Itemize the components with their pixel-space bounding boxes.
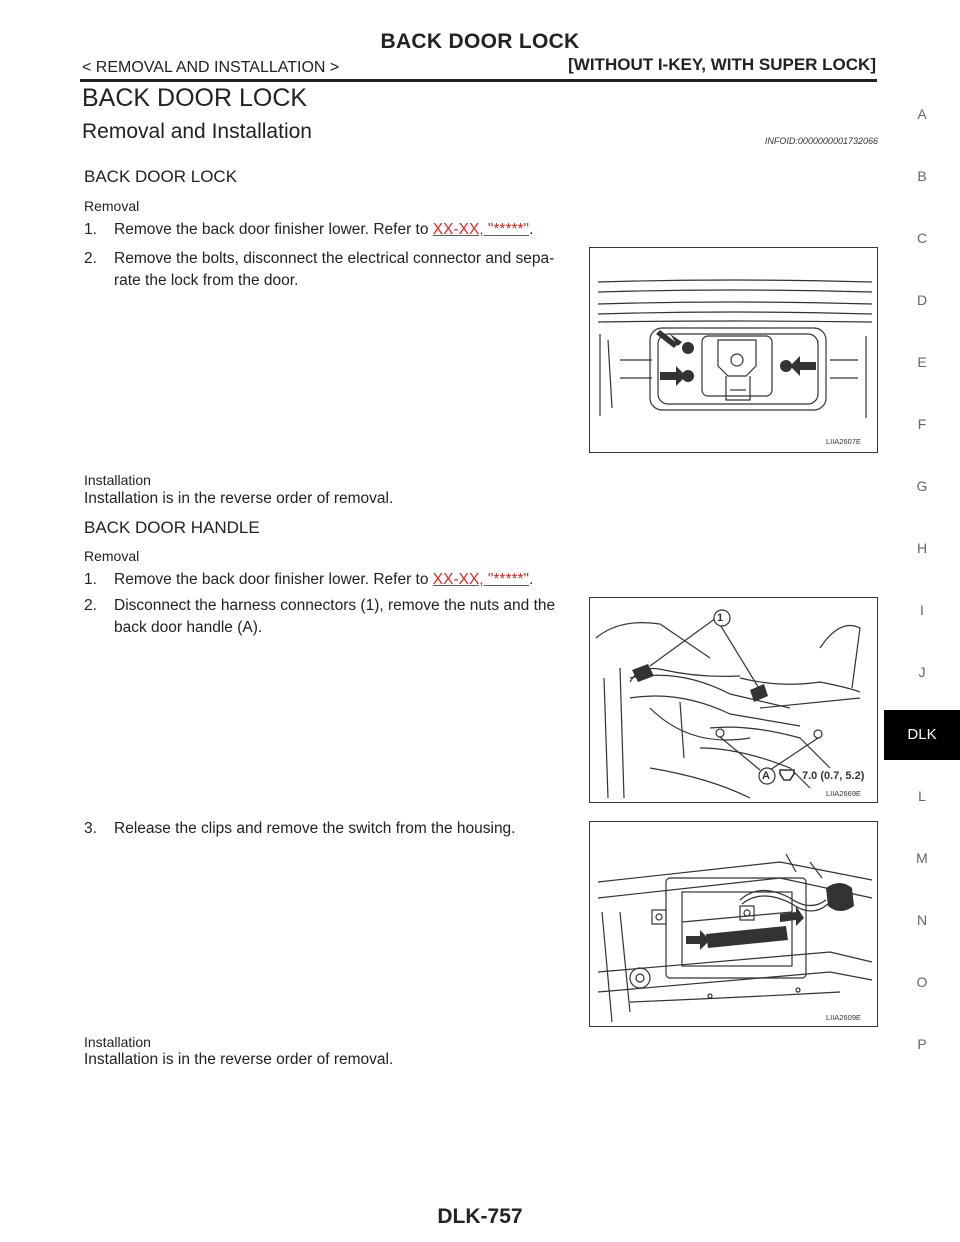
- handle-heading: BACK DOOR HANDLE: [84, 518, 260, 537]
- tab-b[interactable]: B: [917, 168, 927, 184]
- tab-n[interactable]: N: [916, 912, 928, 928]
- info-id: INFOID:0000000001732066: [764, 136, 878, 146]
- tab-p[interactable]: P: [917, 1036, 927, 1052]
- page-number: DLK-757: [437, 1205, 523, 1228]
- tab-m[interactable]: M: [916, 850, 928, 866]
- tab-dlk[interactable]: DLK: [884, 710, 960, 760]
- handle-step-1: 1. Remove the back door finisher lower. Refer to XX-XX, "*****".: [84, 571, 534, 588]
- tab-f[interactable]: F: [917, 416, 927, 432]
- callout-1: 1: [717, 612, 724, 624]
- tab-e[interactable]: E: [917, 354, 927, 370]
- switch-figure: [589, 821, 878, 1027]
- handle-removal-label: Removal: [84, 548, 140, 564]
- tab-a[interactable]: A: [917, 106, 927, 122]
- handle-installation-label: Installation: [84, 1034, 151, 1050]
- lock-step-2: 2. Remove the bolts, disconnect the electrical connector and sepa- rate the lock from the door.: [84, 250, 555, 289]
- tab-j[interactable]: J: [918, 664, 926, 680]
- callout-a: A: [762, 770, 770, 782]
- handle-figure: [589, 597, 878, 803]
- lock-installation-text: Installation is in the reverse order of removal.: [84, 490, 394, 507]
- header-divider: [80, 79, 877, 82]
- tab-c[interactable]: C: [916, 230, 928, 246]
- lock-figure-code: LIIA2607E: [825, 437, 861, 446]
- header-title: BACK DOOR LOCK: [380, 30, 580, 53]
- lock-step1-reference-link[interactable]: XX-XX, "*****": [432, 221, 530, 238]
- tab-h[interactable]: H: [916, 540, 928, 556]
- lock-installation-label: Installation: [84, 472, 151, 488]
- lock-illustration: [590, 248, 877, 452]
- tab-g[interactable]: G: [916, 478, 928, 494]
- breadcrumb[interactable]: < REMOVAL AND INSTALLATION >: [82, 59, 340, 76]
- handle-installation-text: Installation is in the reverse order of removal.: [84, 1051, 394, 1068]
- tab-o[interactable]: O: [916, 974, 928, 990]
- handle-step-2: 2. Disconnect the harness connectors (1), remove the nuts and the back door handle (A).: [84, 597, 556, 636]
- handle-step-3: 3. Release the clips and remove the switch from the housing.: [84, 820, 516, 837]
- handle-figure-code: LIIA2669E: [825, 789, 861, 798]
- lock-figure: [589, 247, 878, 453]
- page-heading: BACK DOOR LOCK: [82, 84, 308, 112]
- tab-d[interactable]: D: [916, 292, 928, 308]
- lock-removal-label: Removal: [84, 198, 140, 214]
- lock-heading: BACK DOOR LOCK: [84, 167, 238, 186]
- handle-step1-reference-link[interactable]: XX-XX, "*****": [432, 571, 530, 588]
- lock-step-1: 1. Remove the back door finisher lower. Refer to XX-XX, "*****".: [84, 221, 534, 238]
- header-qualifier: [WITHOUT I-KEY, WITH SUPER LOCK]: [568, 55, 876, 74]
- torque-spec: 7.0 (0.7, 5.2): [802, 770, 865, 782]
- switch-figure-code: LIIA2609E: [825, 1013, 861, 1022]
- tab-l[interactable]: L: [918, 788, 926, 804]
- section-title: Removal and Installation: [82, 120, 312, 143]
- tab-i[interactable]: I: [920, 602, 924, 618]
- switch-illustration: [590, 822, 877, 1026]
